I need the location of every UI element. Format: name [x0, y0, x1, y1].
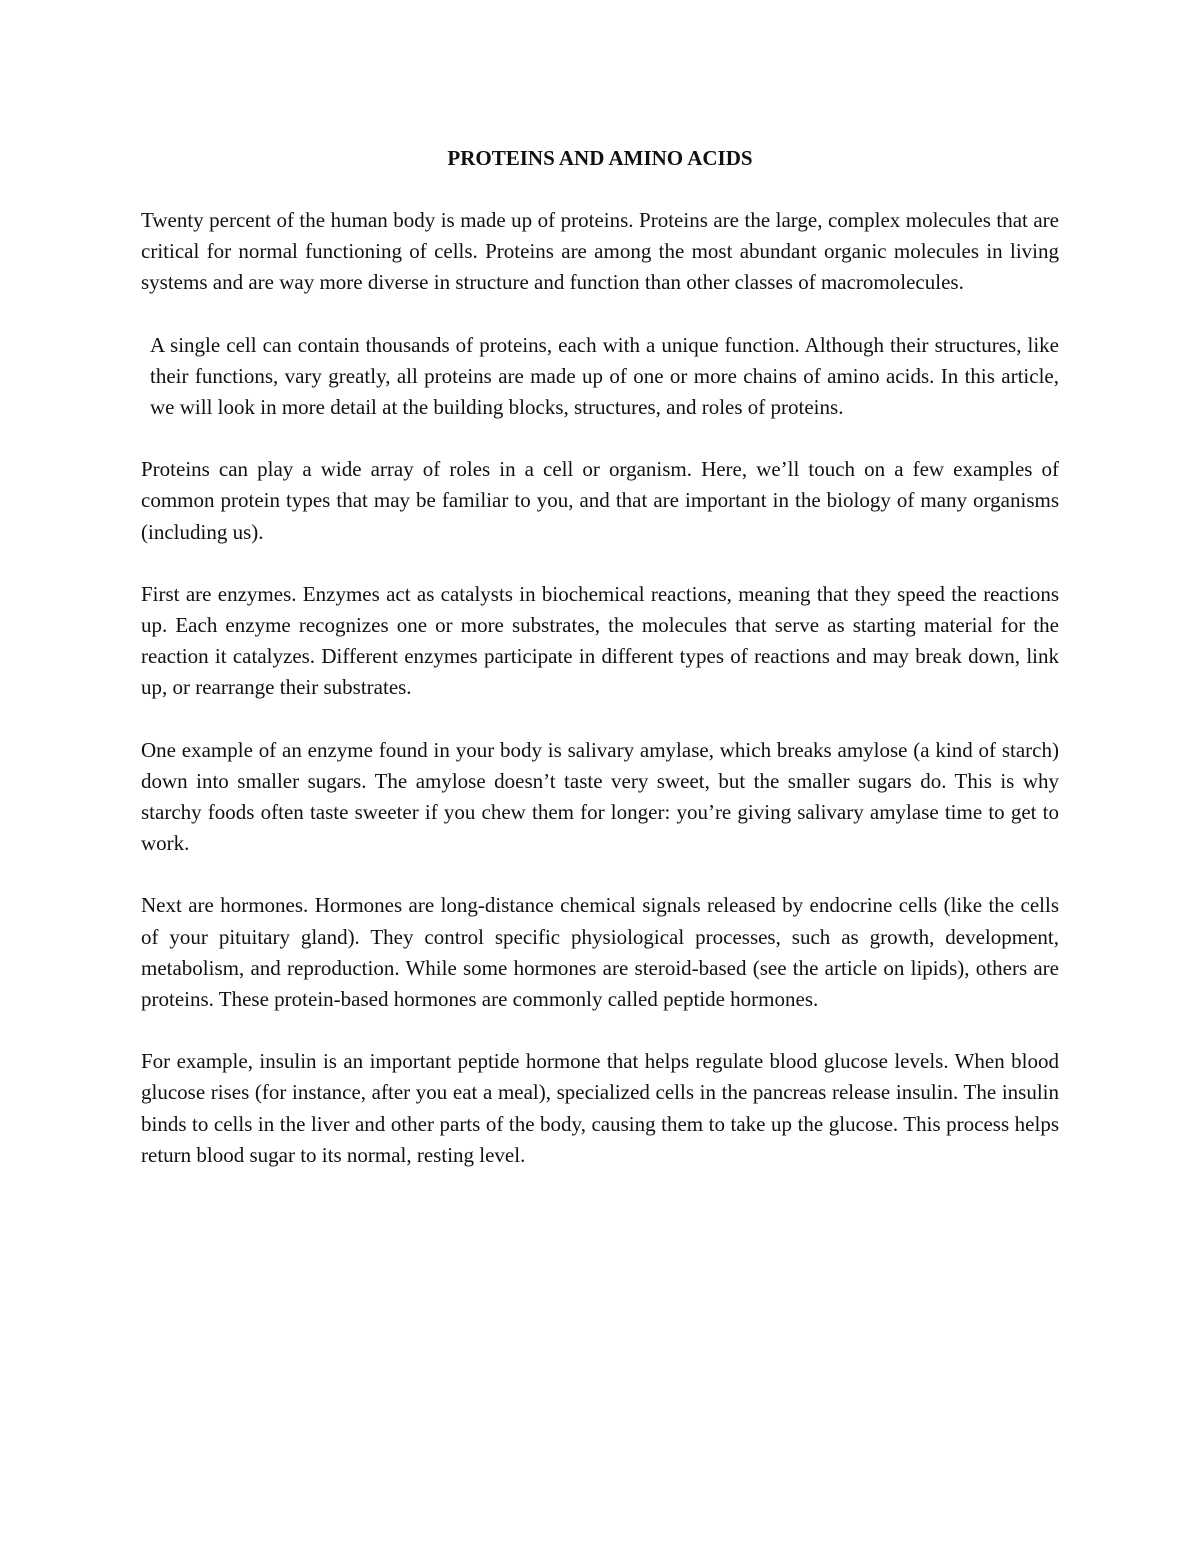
paragraph-amylase: One example of an enzyme found in your body is salivary amylase, which breaks amylose (a kind of starch) down into smaller sugars. The amylose doesn’t taste very sweet, but the smaller sugars do. This is why starchy foods often taste sweeter if you chew them for longer: you’re giving salivary amylase time to get to work.	[141, 737, 1059, 856]
document-body	[141, 143, 1059, 1202]
paragraph-hormones: Next are hormones. Hormones are long-distance chemical signals released by endocrine cells (like the cells of your pituitary gland). They control specific physiological processes, such as growth, development, metabolism, and reproduction. While some hormones are steroid-based (see the article on lipids), others are proteins. These protein-based hormones are commonly called peptide hormones.	[141, 893, 1059, 1012]
paragraph-roles: Proteins can play a wide array of roles in a cell or organism. Here, we’ll touch on a few examples of common protein types that may be familiar to you, and that are important in the biology of many organisms (including us).	[141, 457, 1059, 544]
paragraph-insulin: For example, insulin is an important peptide hormone that helps regulate blood glucose levels. When blood glucose rises (for instance, after you eat a meal), specialized cells in the pancreas release insulin. The insulin binds to cells in the liver and other parts of the body, causing them to take up the glucose. This process helps return blood sugar to its normal, resting level.	[141, 1049, 1059, 1167]
paragraph-enzymes: First are enzymes. Enzymes act as catalysts in biochemical reactions, meaning that they speed the reactions up. Each enzyme recognizes one or more substrates, the molecules that serve as starting material for the reaction it catalyzes. Different enzymes participate in different types of reactions and may break down, link up, or rearrange their substrates.	[141, 581, 1059, 700]
paragraph-single-cell: A single cell can contain thousands of proteins, each with a unique function. Although their structures, like their functions, vary greatly, all proteins are made up of one or more chains of amino acids. In this article, we will look in more detail at the building blocks, structures, and roles of proteins.	[150, 332, 1059, 420]
paragraph-intro: Twenty percent of the human body is made up of proteins. Proteins are the large, complex molecules that are critical for normal functioning of cells. Proteins are among the most abundant organic molecules in living systems and are way more diverse in structure and function than other classes of macromolecules.	[141, 208, 1059, 295]
document-title: PROTEINS AND AMINO ACIDS	[447, 146, 753, 170]
